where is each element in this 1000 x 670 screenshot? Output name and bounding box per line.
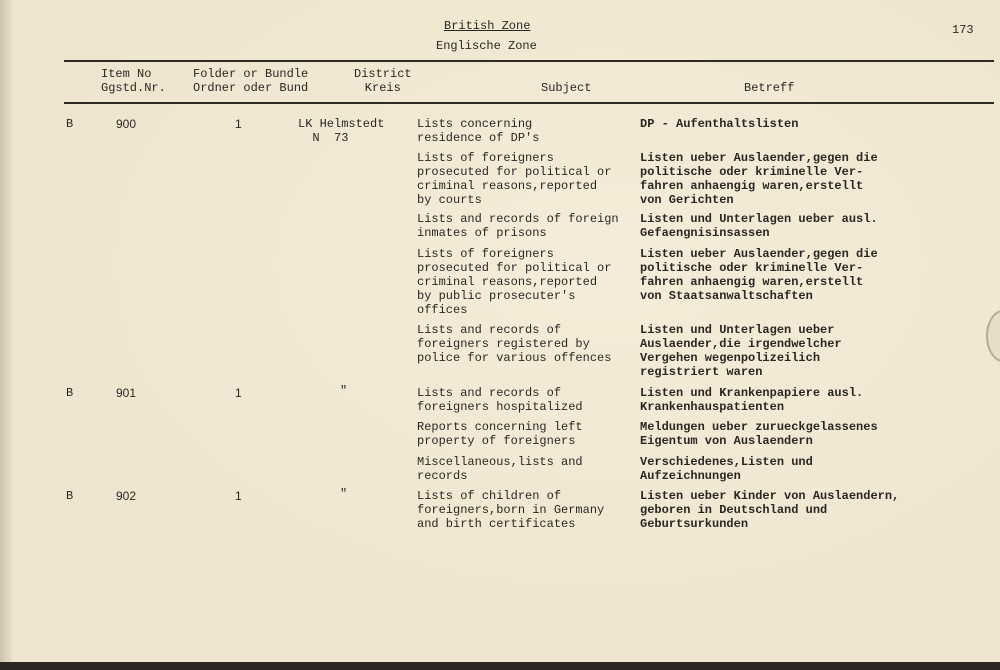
subject-entry: Reports concerning left property of foreigners [417, 420, 583, 448]
betreff-entry: Listen und Krankenpapiere ausl. Krankenhauspatienten [640, 386, 864, 414]
row-letter: B [66, 489, 74, 503]
subject-entry: Miscellaneous,lists and records [417, 455, 583, 483]
subject-entry: Lists and records of foreigners hospitalized [417, 386, 583, 414]
page-number: 173 [952, 23, 974, 37]
subject-entry: Lists and records of foreign inmates of prisons [417, 212, 619, 240]
subject-entry: Lists of children of foreigners,born in Germany and birth certificates [417, 489, 605, 531]
ditto-mark: " [340, 487, 348, 501]
betreff-entry: Listen und Unterlagen ueber Auslaender,die irgendwelcher Vergehen wegenpolizeilich registriert waren [640, 323, 842, 379]
ditto-mark: " [340, 384, 348, 398]
column-header-betreff: Betreff [744, 81, 795, 95]
zone-title: British Zone [444, 19, 531, 33]
column-header-item-no: Item No Ggstd.Nr. [101, 67, 166, 95]
betreff-entry: Meldungen ueber zurueckgelassenes Eigentum von Auslaendern [640, 420, 878, 448]
item-number: 902 [116, 489, 137, 503]
folder-number: 1 [235, 386, 242, 400]
betreff-entry: Listen ueber Kinder von Auslaendern, geboren in Deutschland und Geburtsurkunden [640, 489, 900, 531]
page-tab-notch [986, 310, 1000, 362]
column-header-subject: Subject [541, 81, 592, 95]
header-bottom-rule [64, 102, 994, 104]
column-header-district: District Kreis [354, 67, 412, 95]
zone-subtitle: Englische Zone [436, 39, 537, 53]
desk-edge [0, 662, 1000, 670]
betreff-entry: Listen und Unterlagen ueber ausl. Gefaengnisinsassen [640, 212, 878, 240]
betreff-entry: Listen ueber Auslaender,gegen die politische oder kriminelle Ver- fahren anhaengig waren,erstellt von Gerichten [640, 151, 878, 207]
folder-number: 1 [235, 117, 242, 131]
betreff-entry: Listen ueber Auslaender,gegen die politische oder kriminelle Ver- fahren anhaengig waren,erstellt von Staatsanwaltschaften [640, 247, 878, 303]
item-number: 900 [116, 117, 137, 131]
betreff-entry: DP - Aufenthaltslisten [640, 117, 799, 131]
betreff-entry: Verschiedenes,Listen und Aufzeichnungen [640, 455, 813, 483]
subject-entry: Lists and records of foreigners registered by police for various offences [417, 323, 612, 365]
row-letter: B [66, 386, 74, 400]
subject-entry: Lists of foreigners prosecuted for political or criminal reasons,reported by public prosecuter's offices [417, 247, 612, 317]
item-number: 901 [116, 386, 137, 400]
binding-edge [0, 0, 12, 662]
folder-number: 1 [235, 489, 242, 503]
district-name: LK Helmstedt N 73 [298, 117, 385, 145]
header-top-rule [64, 60, 994, 62]
subject-entry: Lists of foreigners prosecuted for political or criminal reasons,reported by courts [417, 151, 612, 207]
row-letter: B [66, 117, 74, 131]
subject-entry: Lists concerning residence of DP's [417, 117, 540, 145]
column-header-folder: Folder or Bundle Ordner oder Bund [193, 67, 309, 95]
